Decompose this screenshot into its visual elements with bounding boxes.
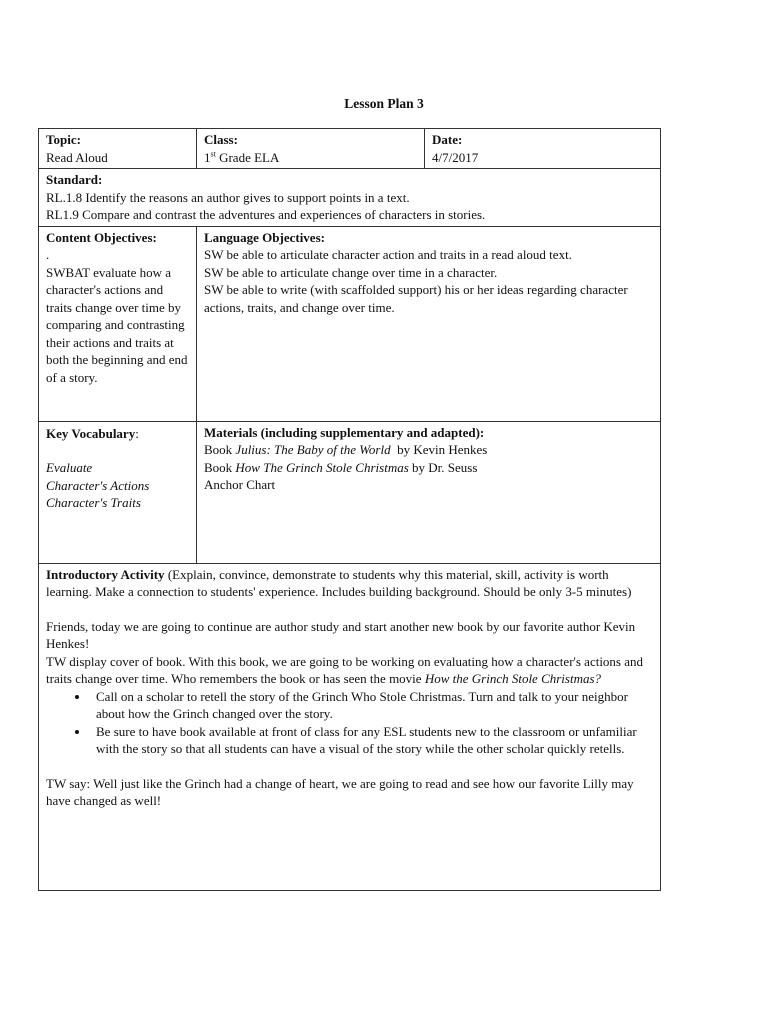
class-rest: Grade ELA xyxy=(215,149,280,165)
header-row xyxy=(39,129,661,169)
objectives-row xyxy=(39,226,661,421)
standard-cell xyxy=(39,169,661,227)
intro-cell xyxy=(39,563,661,890)
material-title: How The Grinch Stole Christmas xyxy=(235,459,409,475)
material-prefix: Book xyxy=(204,459,236,475)
class-label: Class: xyxy=(204,132,238,147)
material-item xyxy=(204,441,654,459)
topic-label: Topic: xyxy=(46,132,81,147)
lesson-plan-table xyxy=(38,128,661,891)
vocabulary-term: Character's Actions xyxy=(46,477,150,493)
class-suffix: st xyxy=(210,149,216,159)
intro-paragraph-text: TW display cover of book. With this book, we are going to be working on evaluating how a character's actions and traits change over time. Who remembers the book or has seen the movie xyxy=(46,653,644,686)
date-cell xyxy=(425,129,661,169)
standard-line: RL1.9 Compare and contrast the adventures and experiences of characters in stories. xyxy=(46,207,486,222)
intro-paragraph: Friends, today we are going to continue are author study and start another new book by our favorite author Kevin Henkes! xyxy=(46,618,636,651)
language-objectives-cell xyxy=(197,226,661,421)
language-objectives-label: Language Objectives: xyxy=(204,229,325,245)
standard-line: RL.1.8 Identify the reasons an author gives to support points in a text. xyxy=(46,189,410,205)
material-title: Julius: The Baby of the World xyxy=(235,442,391,457)
date-label: Date: xyxy=(432,132,463,147)
vocabulary-row xyxy=(39,421,661,563)
intro-bullet: • Call on a scholar to retell the story of the Grinch Who Stole Christmas. Turn and talk to your neighbor about how the Grinch changed over the story. xyxy=(90,688,654,723)
materials-cell xyxy=(197,421,661,563)
intro-heading xyxy=(46,566,654,601)
intro-bullet-list xyxy=(46,688,654,758)
intro-description: (Explain, convince, demonstrate to students why this material, skill, activity is worth learning. Make a connection to students' experience. Includes building background. Should be only 3-5 minutes) xyxy=(46,566,632,599)
language-objective: SW be able to articulate character action and traits in a read aloud text. xyxy=(204,247,572,262)
standard-row xyxy=(39,169,661,227)
material-author: by Dr. Seuss xyxy=(408,459,478,475)
material-prefix: Book xyxy=(204,442,236,457)
vocabulary-term: Evaluate xyxy=(46,460,93,475)
content-objectives-text: SWBAT evaluate how a character's actions and traits change over time by comparing and contrasting their actions and traits at both the beginning and end of a story. xyxy=(46,264,188,385)
topic-cell xyxy=(39,129,197,169)
material-item xyxy=(204,459,654,477)
class-grade: 1 xyxy=(204,149,211,165)
materials-label: Materials (including supplementary and adapted): xyxy=(204,424,485,440)
key-vocabulary-label: Key Vocabulary xyxy=(46,425,136,441)
language-objective: SW be able to write (with scaffolded support) his or her ideas regarding character actions, traits, and change over time. xyxy=(204,282,628,315)
standard-label: Standard: xyxy=(46,172,103,187)
content-objectives-label: Content Objectives: xyxy=(46,229,157,245)
date-value: 4/7/2017 xyxy=(432,149,479,165)
material-item: Anchor Chart xyxy=(204,477,276,492)
key-vocabulary-heading xyxy=(46,425,190,443)
class-cell xyxy=(197,129,425,169)
intro-row xyxy=(39,563,661,890)
language-objective: SW be able to articulate change over time in a character. xyxy=(204,264,498,280)
content-objectives-dot: . xyxy=(46,247,50,262)
topic-value: Read Aloud xyxy=(46,149,108,165)
vocabulary-term: Character's Traits xyxy=(46,495,141,510)
intro-label: Introductory Activity xyxy=(46,566,165,582)
key-vocabulary-colon: : xyxy=(135,425,139,441)
material-author: by Kevin Henkes xyxy=(390,442,488,457)
class-value xyxy=(204,149,418,167)
key-vocabulary-cell xyxy=(39,421,197,563)
intro-bullet: • Be sure to have book available at front of class for any ESL students new to the classroom or unfamiliar with the story so that all students can have a visual of the story while the other scholar quickly retells. xyxy=(90,723,654,758)
intro-closing: TW say: Well just like the Grinch had a change of heart, we are going to read and see how our favorite Lilly may have changed as well! xyxy=(46,775,634,808)
movie-title: How the Grinch Stole Christmas? xyxy=(424,671,602,686)
intro-paragraph xyxy=(46,653,654,688)
page-title: Lesson Plan 3 xyxy=(344,96,424,111)
content-objectives-cell xyxy=(39,226,197,421)
